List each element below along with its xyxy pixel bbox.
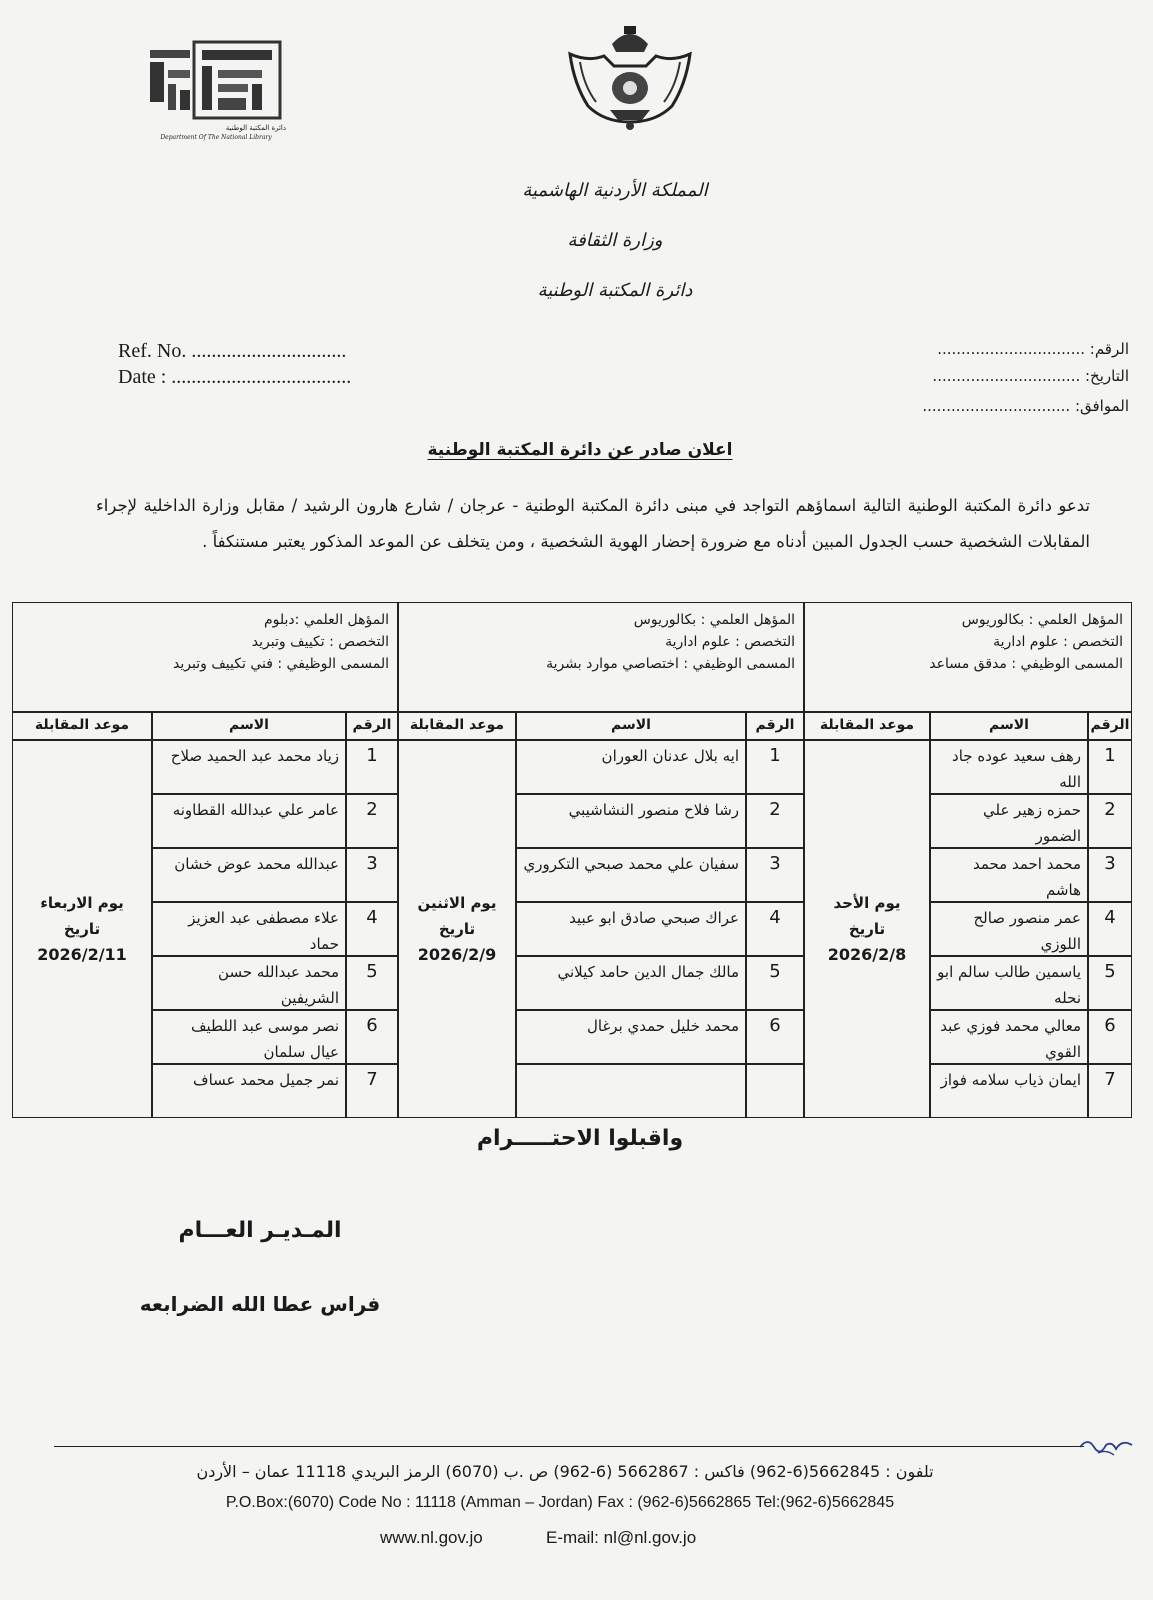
specialization-text: التخصص : علوم ادارية bbox=[993, 634, 1123, 650]
footer-contact-english: P.O.Box:(6070) Code No : 11118 (Amman – Jordan) Fax : (962-6)5662865 Tel:(962-6)5662845 bbox=[225, 1494, 895, 1511]
job-title-text: المسمى الوظيفي : فني تكييف وتبريد bbox=[173, 656, 389, 672]
table-row-number: 6 bbox=[1088, 1010, 1132, 1064]
logo-caption-english: Department Of The National Library bbox=[160, 134, 272, 141]
interview-date-1: يوم الأحد bbox=[833, 894, 901, 912]
footer-website-link[interactable]: www.nl.gov.jo bbox=[380, 1528, 483, 1547]
table-row-name: ايه بلال عدنان العوران bbox=[516, 740, 746, 794]
column-header-number: الرقم bbox=[346, 712, 398, 740]
table-row-number: 1 bbox=[1088, 740, 1132, 794]
table-row-number: 3 bbox=[346, 848, 398, 902]
interview-date-3: 2026/2/11 bbox=[37, 945, 127, 964]
table-row-name: عامر علي عبدالله القطاونه bbox=[152, 794, 346, 848]
interview-date-2: تاريخ bbox=[848, 920, 886, 938]
table-row-number: 3 bbox=[746, 848, 804, 902]
footer-contact-arabic: تلفون : 5662845(6-962) فاكس : 5662867 (6-962) ص .ب (6070) الرمز البريدي 11118 عمان – الأردن bbox=[196, 1462, 934, 1481]
table-row-name: نمر جميل محمد عساف bbox=[152, 1064, 346, 1118]
interview-date-3: 2026/2/8 bbox=[827, 945, 907, 964]
qualification-text: المؤهل العلمي : بكالوريوس bbox=[961, 612, 1123, 628]
interview-date-cell bbox=[12, 740, 152, 1118]
table-row-name: عبدالله محمد عوض خشان bbox=[152, 848, 346, 902]
table-row-number: 5 bbox=[346, 956, 398, 1010]
date-field-arabic: التاريخ: ............................... bbox=[932, 367, 1129, 385]
table-row-number: 4 bbox=[1088, 902, 1132, 956]
national-library-logo bbox=[146, 40, 286, 144]
table-row-name: معالي محمد فوزي عبد القوي bbox=[930, 1010, 1088, 1064]
qualification-block bbox=[398, 602, 804, 712]
date-field: Date : .................................... bbox=[118, 366, 352, 388]
director-title: المـديـر العـــام bbox=[178, 1218, 342, 1243]
table-row-number: 1 bbox=[746, 740, 804, 794]
table-row-number: 6 bbox=[346, 1010, 398, 1064]
kingdom-heading: المملكة الأردنية الهاشمية bbox=[522, 180, 708, 201]
column-header-number: الرقم bbox=[746, 712, 804, 740]
table-empty-cell bbox=[516, 1064, 746, 1118]
table-row-name: زياد محمد عبد الحميد صلاح bbox=[152, 740, 346, 794]
interview-date-cell bbox=[398, 740, 516, 1118]
job-title-text: المسمى الوظيفي : مدقق مساعد bbox=[929, 656, 1123, 672]
table-row-number: 7 bbox=[1088, 1064, 1132, 1118]
table-empty-cell bbox=[746, 1064, 804, 1118]
qualification-block bbox=[804, 602, 1132, 712]
footer-divider bbox=[54, 1446, 1084, 1447]
interview-date-1: يوم الاربعاء bbox=[40, 894, 124, 912]
table-row-name: عراك صبحي صادق ابو عبيد bbox=[516, 902, 746, 956]
table-row-number: 5 bbox=[746, 956, 804, 1010]
table-row-name: محمد خليل حمدي برغال bbox=[516, 1010, 746, 1064]
table-row-number: 4 bbox=[346, 902, 398, 956]
column-header-name: الاسم bbox=[930, 712, 1088, 740]
table-row-name: سفيان علي محمد صبحي التكروري bbox=[516, 848, 746, 902]
table-row-name: محمد احمد محمد هاشم bbox=[930, 848, 1088, 902]
department-heading: دائرة المكتبة الوطنية bbox=[537, 280, 693, 301]
table-row-number: 2 bbox=[746, 794, 804, 848]
column-header-interview: موعد المقابلة bbox=[398, 712, 516, 740]
table-row-number: 2 bbox=[346, 794, 398, 848]
qualification-block bbox=[12, 602, 398, 712]
specialization-text: التخصص : تكييف وتبريد bbox=[251, 634, 389, 650]
table-row-name: ايمان ذياب سلامه فواز bbox=[930, 1064, 1088, 1118]
table-row-name: رهف سعيد عوده جاد الله bbox=[930, 740, 1088, 794]
job-title-text: المسمى الوظيفي : اختصاصي موارد بشرية bbox=[546, 656, 795, 672]
corresponding-date-field-arabic: الموافق: ............................... bbox=[922, 397, 1129, 415]
qualification-text: المؤهل العلمي :دبلوم bbox=[263, 612, 389, 628]
interview-date-cell bbox=[804, 740, 930, 1118]
table-row-name: ياسمين طالب سالم ابو نحله bbox=[930, 956, 1088, 1010]
table-row-name: نصر موسى عبد اللطيف عيال سلمان bbox=[152, 1010, 346, 1064]
logo-caption-arabic: دائرة المكتبة الوطنية bbox=[225, 124, 286, 132]
table-row-name: رشا فلاح منصور النشاشيبي bbox=[516, 794, 746, 848]
interview-date-1: يوم الاثنين bbox=[417, 894, 497, 912]
table-row-number: 4 bbox=[746, 902, 804, 956]
table-row-number: 3 bbox=[1088, 848, 1132, 902]
announcement-body: تدعو دائرة المكتبة الوطنية التالية اسماؤهم التواجد في مبنى دائرة المكتبة الوطنية - عرجان / شارع هارون الرشيد / مقابل وزارة الداخلية لإجراء المقابلات الشخصية حسب الجدول المبين أدناه مع ضرورة إحضار الهوية الشخصية ، ومن يتخلف عن الموعد المذكور يعتبر مستنكفاً . bbox=[96, 496, 1090, 551]
table-row-name: حمزه زهير علي الضمور bbox=[930, 794, 1088, 848]
table-row-number: 2 bbox=[1088, 794, 1132, 848]
closing-regards: واقبلوا الاحتـــــرام bbox=[476, 1126, 684, 1151]
number-field-arabic: الرقم: ............................... bbox=[937, 340, 1129, 358]
column-header-name: الاسم bbox=[152, 712, 346, 740]
handwritten-initials bbox=[1076, 1433, 1136, 1459]
footer-email-link[interactable]: E-mail: nl@nl.gov.jo bbox=[546, 1528, 697, 1547]
ref-no-field: Ref. No. ............................... bbox=[118, 340, 347, 362]
table-row-name: علاء مصطفى عبد العزيز حماد bbox=[152, 902, 346, 956]
column-header-interview: موعد المقابلة bbox=[12, 712, 152, 740]
interview-date-2: تاريخ bbox=[63, 920, 101, 938]
director-name: فراس عطا الله الضرابعه bbox=[139, 1292, 381, 1316]
table-row-number: 7 bbox=[346, 1064, 398, 1118]
announcement-title: اعلان صادر عن دائرة المكتبة الوطنية bbox=[427, 440, 733, 460]
table-row-number: 5 bbox=[1088, 956, 1132, 1010]
table-row-name: محمد عبدالله حسن الشريفين bbox=[152, 956, 346, 1010]
column-header-name: الاسم bbox=[516, 712, 746, 740]
ministry-heading: وزارة الثقافة bbox=[567, 230, 663, 251]
table-row-name: عمر منصور صالح اللوزي bbox=[930, 902, 1088, 956]
column-header-number: الرقم bbox=[1088, 712, 1132, 740]
specialization-text: التخصص : علوم ادارية bbox=[665, 634, 795, 650]
coat-of-arms-emblem bbox=[560, 22, 700, 132]
table-row-number: 6 bbox=[746, 1010, 804, 1064]
interview-date-2: تاريخ bbox=[438, 920, 476, 938]
table-row-name: مالك جمال الدين حامد كيلاني bbox=[516, 956, 746, 1010]
table-row-number: 1 bbox=[346, 740, 398, 794]
interview-schedule-table bbox=[12, 602, 1132, 1118]
column-header-interview: موعد المقابلة bbox=[804, 712, 930, 740]
interview-date-3: 2026/2/9 bbox=[417, 945, 497, 964]
qualification-text: المؤهل العلمي : بكالوريوس bbox=[633, 612, 795, 628]
